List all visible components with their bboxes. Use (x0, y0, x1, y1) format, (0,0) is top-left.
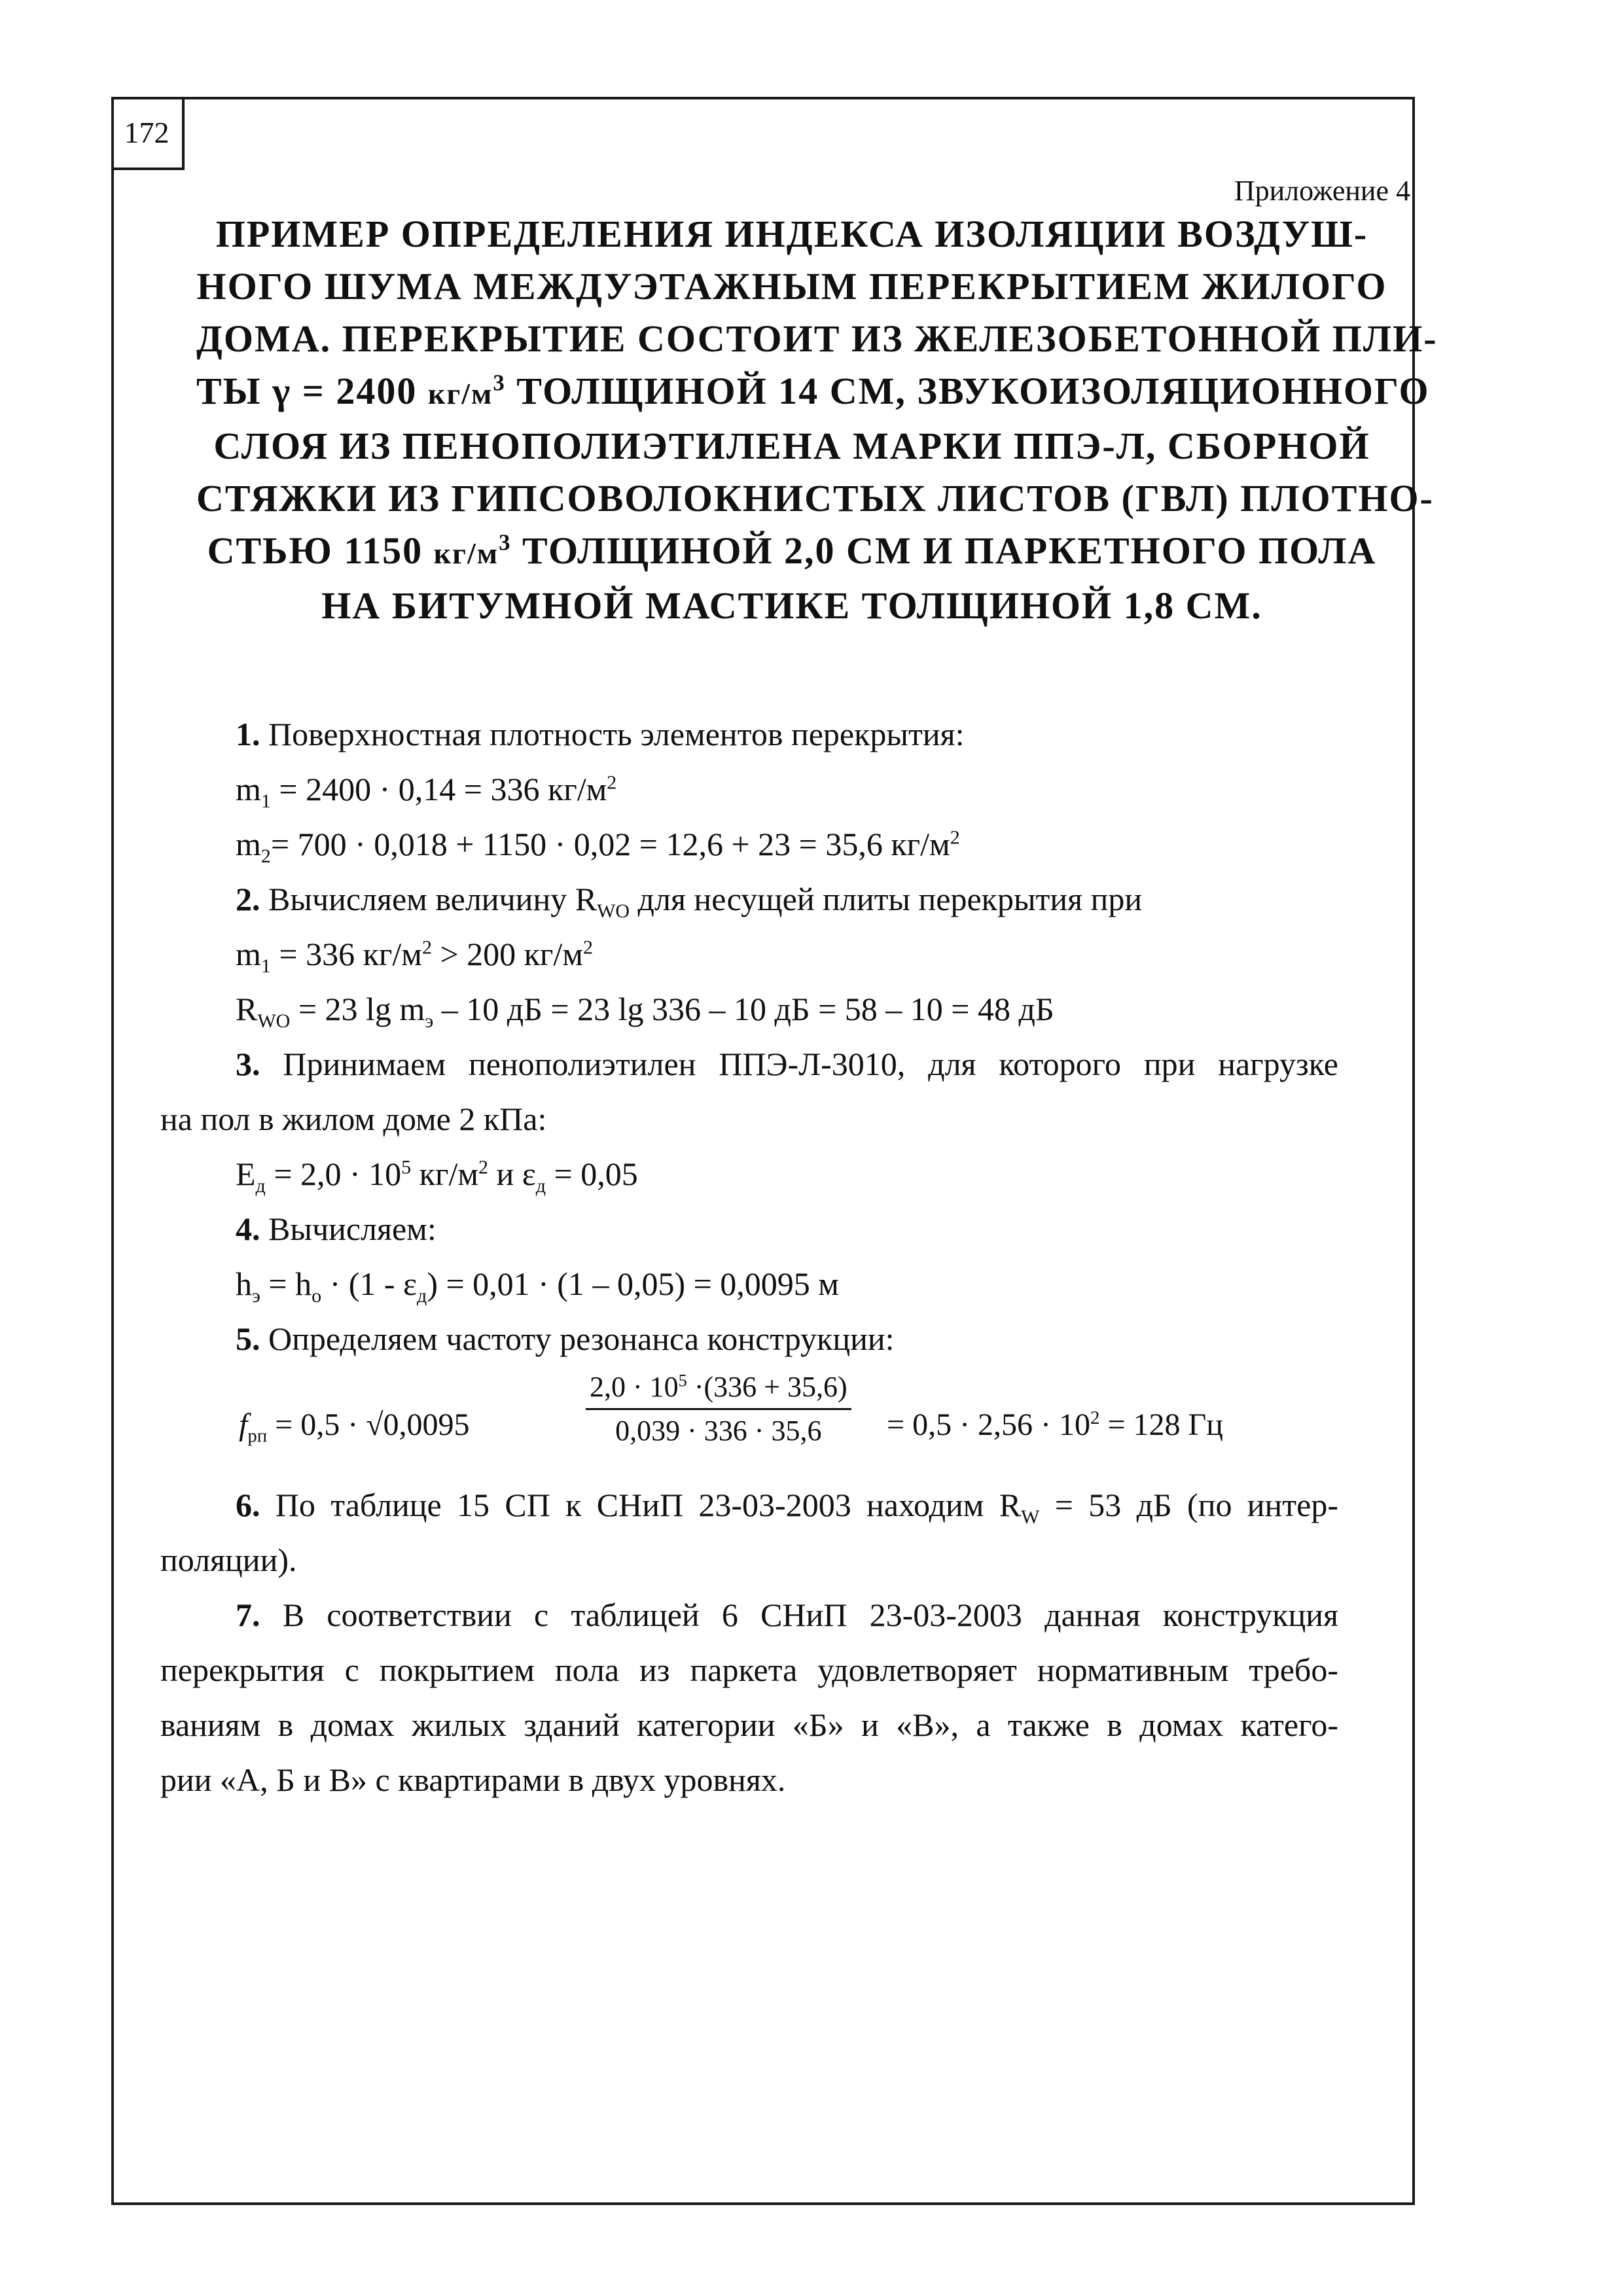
formula-f-right: = $0,5 \cdot 2,56 \cdot 10^2 = 128$ Гц (887, 1407, 1223, 1442)
appendix-label: Приложение 4 (1234, 175, 1410, 207)
step-3: 3. Принимаем пенополиэтилен ППЭ-Л-3010, для которого при нагрузке (236, 1046, 1338, 1082)
step-3-cont: на пол в жилом доме 2 кПа: (160, 1101, 547, 1137)
title-line-7: СТЬЮ 1150 $кг/м^3$ ТОЛЩИНОЙ 2,0 СМ И ПАРКЕТНОГО ПОЛА (207, 529, 1377, 572)
formula-m1-compare: $m_1 = 336$ $кг/м^2 > 200$ $кг/м^2$ (236, 936, 593, 977)
title-line-6: СТЯЖКИ ИЗ ГИПСОВОЛОКНИСТЫХ ЛИСТОВ (ГВЛ) ПЛОТНО- (196, 477, 1434, 520)
formula-m1: $m_1 = 2400 \cdot 0,14 = 336$ $кг/м^2$ (236, 771, 617, 812)
title-line-1: ПРИМЕР ОПРЕДЕЛЕНИЯ ИНДЕКСА ИЗОЛЯЦИИ ВОЗДУШ- (215, 213, 1368, 255)
step-6: 6. По таблице 15 СП к СНиП 23-03-2003 находим $R_W = 53$ дБ (по интер- (236, 1487, 1338, 1528)
title-line-3: ДОМА. ПЕРЕКРЫТИЕ СОСТОИТ ИЗ ЖЕЛЕЗОБЕТОННОЙ ПЛИ- (196, 317, 1438, 360)
step-4: 4. Вычисляем: (236, 1210, 437, 1247)
formula-rwo: $R_{WO} = 23$ $\lg m_э - 10$ дБ = 23 lg 336 – 10 дБ = 58 – 10 = 48 дБ (236, 991, 1054, 1032)
formula-h: $h_э = h_o \cdot (1 - \varepsilon_д) = 0,01 \cdot (1 - 0,05) = 0,0095$ м (236, 1265, 839, 1307)
step-7: 7. В соответствии с таблицей 6 СНиП 23-03-2003 данная конструкция (236, 1597, 1338, 1633)
formula-fraction (586, 1366, 851, 1452)
page-number: 172 (111, 97, 185, 170)
formula-m2: $m_2= 700 \cdot 0,018 + 1150 \cdot 0,02 = 12,6 + 23 = 35,6$ $кг/м^2$ (236, 826, 960, 867)
title-line-2: НОГО ШУМА МЕЖДУЭТАЖНЫМ ПЕРЕКРЫТИЕМ ЖИЛОГО (196, 265, 1387, 308)
step-5: 5. Определяем частоту резонанса конструкции: (236, 1320, 895, 1357)
document-title (196, 208, 1438, 632)
formula-resonance (160, 1366, 1338, 1477)
fraction-numerator: $2,0 \cdot 10^5 \cdot(336 + 35,6)$ (586, 1366, 851, 1410)
formula-ed: $E_д = 2,0 \cdot 10^5$ $кг/м^2$ и $\varepsilon_д = 0,05$ (236, 1156, 638, 1197)
title-line-5: СЛОЯ ИЗ ПЕНОПОЛИЭТИЛЕНА МАРКИ ППЭ-Л, СБОРНОЙ (213, 425, 1370, 467)
title-line-4: ТЫ γ = 2400 $кг/м^3$ ТОЛЩИНОЙ 14 СМ, ЗВУКОИЗОЛЯЦИОННОГО (196, 370, 1430, 412)
step-1: 1. Поверхностная плотность элементов перекрытия: (236, 716, 965, 752)
document-body (160, 707, 1338, 1807)
step-7-line-2: перекрытия с покрытием пола из паркета удовлетворяет нормативным требо- (160, 1651, 1338, 1688)
step-2: 2. Вычисляем величину $R_{WO}$ для несущей плиты перекрытия при (236, 881, 1143, 922)
step-7-line-4: рии «А, Б и В» с квартирами в двух уровнях. (160, 1761, 786, 1798)
title-line-8: НА БИТУМНОЙ МАСТИКЕ ТОЛЩИНОЙ 1,8 СМ. (321, 584, 1262, 627)
fraction-denominator: 0,039 · 336 · 35,6 (615, 1415, 822, 1447)
step-6-cont: поляции). (160, 1542, 297, 1578)
formula-f-left: $f_{рп} = 0,5 \cdot √0,0095$ (239, 1407, 470, 1447)
step-7-line-3: ваниям в домах жилых зданий категории «Б» и «В», а также в домах катего- (160, 1706, 1338, 1743)
